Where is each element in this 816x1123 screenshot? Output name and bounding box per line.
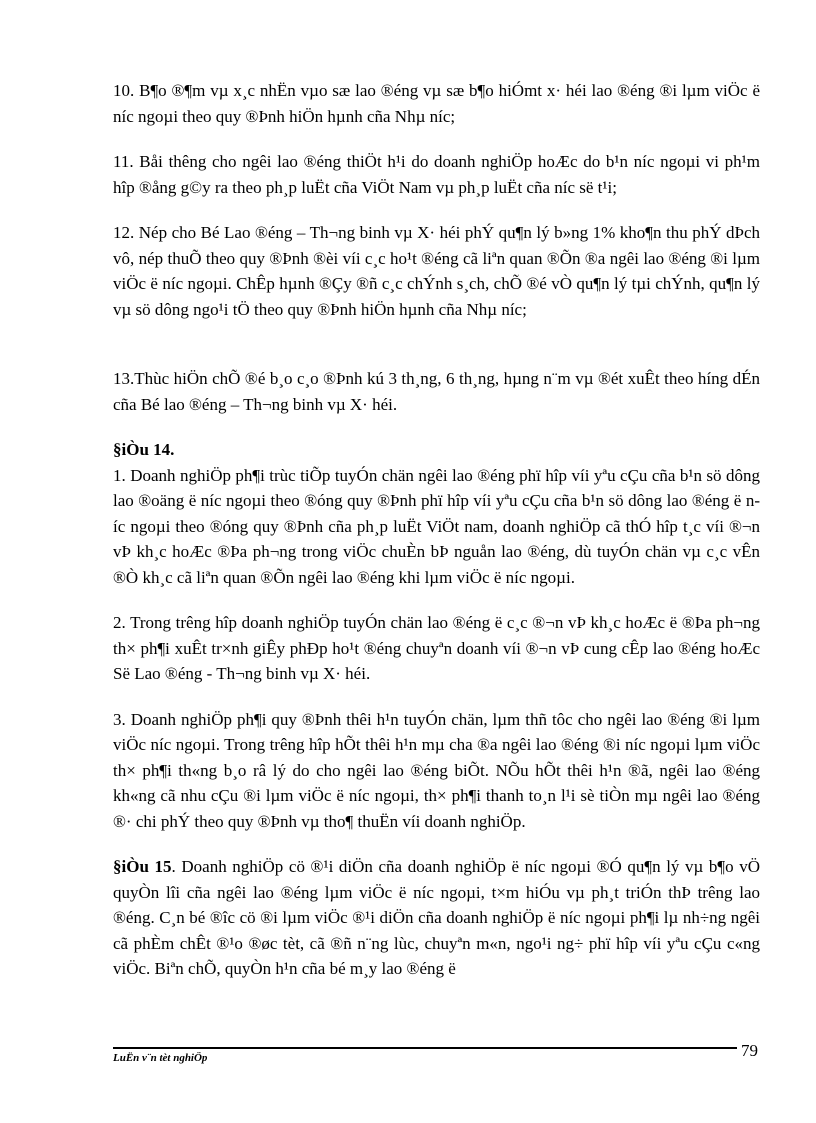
- article-14-clause-2: 2. Trong trêng hîp doanh nghiÖp tuyÓn chän lao ®éng ë c¸c ®¬n vÞ kh¸c hoÆc ë ®Þa ph¬ng th× ph¶i xuÊt tr×nh giÊy phÐp ho¹t ®éng chuyªn doanh víi ®¬n vÞ cung cÊp lao ®éng hoÆc Së Lao ®éng - Th¬ng binh vµ X· héi.: [113, 613, 760, 683]
- footer-divider: [113, 1047, 737, 1049]
- paragraph-item-10: 10. B¶o ®¶m vµ x¸c nhËn vµo sæ lao ®éng vµ sæ b¶o hiÓmt x· héi lao ®éng ®i lµm viÖc ë níc ngoµi theo quy ®Þnh hiÖn hµnh cña Nhµ níc;: [113, 81, 760, 126]
- article-15-heading: §iÒu 15: [113, 857, 172, 876]
- paragraph-item-11: 11. Båi thêng cho ngêi lao ®éng thiÖt h¹i do doanh nghiÖp hoÆc do b¹n níc ngoµi vi ph¹m hîp ®ång g©y ra theo ph¸p luËt cña ViÖt Nam vµ ph¸p luËt cña níc së t¹i;: [113, 152, 760, 197]
- article-14-heading: §iÒu 14.: [113, 440, 175, 459]
- document-body: [113, 78, 760, 982]
- article-15-paragraph: [113, 854, 760, 982]
- article-15-text: . Doanh nghiÖp cö ®¹i diÖn cña doanh nghiÖp ë níc ngoµi ®Ó qu¶n lý vµ b¶o vÖ quyÒn lîi cña ngêi lao ®éng lµm viÖc ë níc ngoµi, t×m hiÓu vµ ph¸t triÓn thÞ trêng lao ®éng. C¸n bé ®îc cö ®i lµm viÖc ®¹i diÖn cña doanh nghiÖp ë níc ngoµi ph¶i lµ nh÷ng ngêi cã phÈm chÊt ®¹o ®øc tèt, cã ®ñ n¨ng lùc, chuyªn m«n, ngo¹i ng÷ phï hîp víi yªu cÇu c«ng viÖc. Biªn chÕ, quyÒn h¹n cña bé m¸y lao ®éng ë: [113, 857, 761, 978]
- article-14-clause-3: 3. Doanh nghiÖp ph¶i quy ®Þnh thêi h¹n tuyÓn chän, lµm thñ tôc cho ngêi lao ®éng ®i lµm viÖc níc ngoµi. Trong trêng hîp hÕt thêi h¹n mµ cha ®a ngêi lao ®éng ®i níc ngoµi lµm viÖc th× ph¶i th«ng b¸o râ lý do cho ngêi lao ®éng biÕt. NÕu hÕt thêi h¹n ®ã, ngêi lao ®éng kh«ng cã nhu cÇu ®i lµm viÖc ë níc ngoµi, th× ph¶i thanh to¸n l¹i sè tiÒn mµ ngêi lao ®éng ®· chi phÝ theo quy ®Þnh vµ tho¶ thuËn víi doanh nghiÖp.: [113, 709, 760, 831]
- paragraph-item-13: 13.Thùc hiÖn chÕ ®é b¸o c¸o ®Þnh kú 3 th¸ng, 6 th¸ng, hµng n¨m vµ ®ét xuÊt theo híng dÉn cña Bé lao ®éng – Th¬ng binh vµ X· héi.: [113, 369, 760, 414]
- footer-label: LuËn v¨n tèt nghiÖp: [113, 1052, 208, 1064]
- paragraph-item-12: 12. Nép cho Bé Lao ®éng – Th¬ng binh vµ X· héi phÝ qu¶n lý b»ng 1% kho¶n thu phÝ dÞch vô, nép thuÕ theo quy ®Þnh ®èi víi c¸c ho¹t ®éng cã liªn quan ®Õn ®a ngêi lao ®éng ®i lµm viÖc ë níc ngoµi. ChÊp hµnh ®Çy ®ñ c¸c chÝnh s¸ch, chÕ ®é vÒ qu¶n lý tµi chÝnh, qu¶n lý vµ sö dông ngo¹i tÖ theo quy ®Þnh hiÖn hµnh cña Nhµ níc;: [113, 223, 760, 319]
- article-14-clause-1: 1. Doanh nghiÖp ph¶i trùc tiÕp tuyÓn chän ngêi lao ®éng phï hîp víi yªu cÇu cña b¹n sö dông lao ®oäng ë níc ngoµi theo ®óng quy ®Þnh phï hîp víi yªu cÇu cña b¹n sö dông lao ®éng ë níc ngoµi theo ®óng quy ®Þnh cña ph¸p luËt ViÖt nam, doanh nghiÖp cã thÓ hîp t¸c víi ®¬n vÞ kh¸c hoÆc ®Þa ph¬ng trong viÖc chuÈn bÞ nguån lao ®éng, dù tuyÓn chän vµ c¸c vÊn ®Ò kh¸c cã liªn quan ®Õn ngêi lao ®éng khi lµm viÖc ë níc ngoµi.: [113, 465, 760, 587]
- page-number: 79: [741, 1041, 758, 1060]
